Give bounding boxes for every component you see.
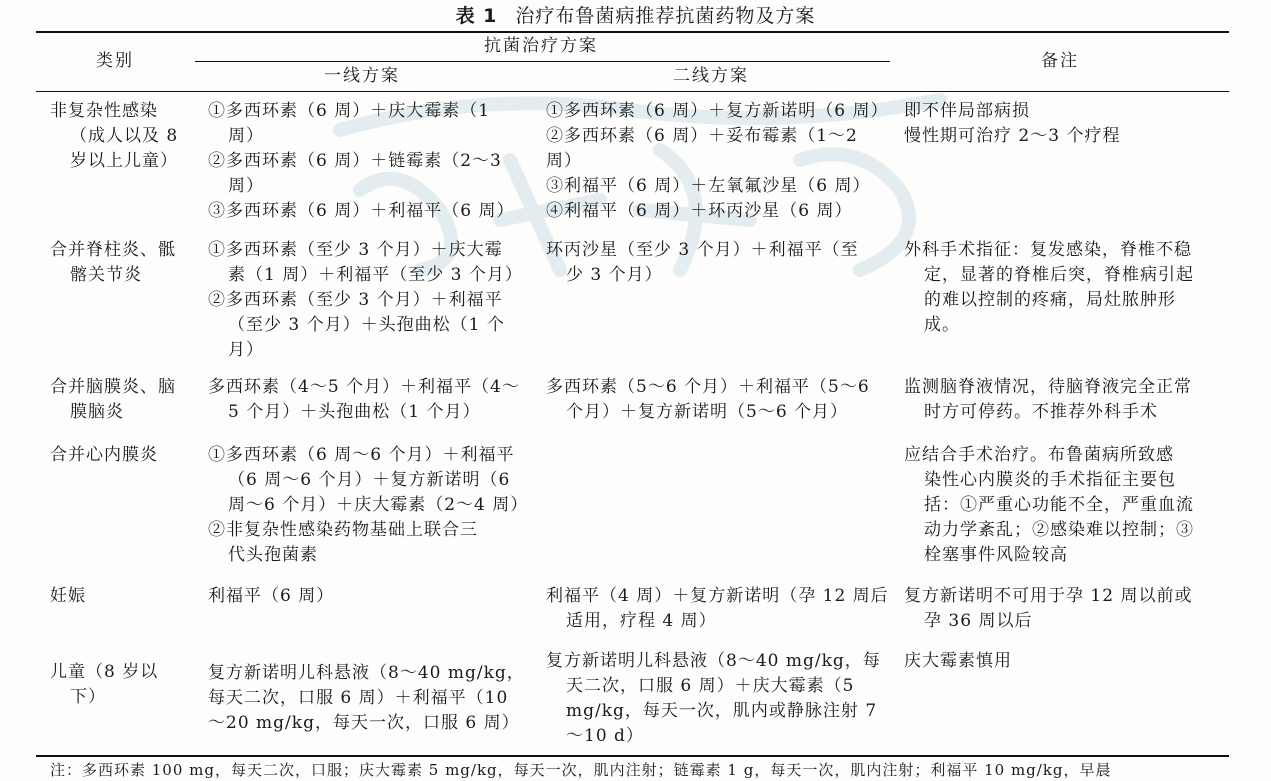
row4-category: 合并心内膜炎 <box>50 445 158 465</box>
row5-second-line: 利福平（4 周）＋复方新诺明（孕 12 周后 适用，疗程 4 周） <box>546 586 889 631</box>
row2-notes: 外科手术指征：复发感染，脊椎不稳 定，显著的脊椎后突，脊椎病引起 的难以控制的疼痛，局灶脓肿形 成。 <box>904 240 1194 335</box>
row5-first-line: 利福平（6 周） <box>208 586 335 606</box>
row6-category: 儿童（8 岁以 下） <box>50 662 159 707</box>
row1-notes: 即不伴局部病损 慢性期可治疗 2～3 个疗程 <box>904 101 1121 146</box>
header-sub-rule <box>195 61 890 62</box>
header-category: 类别 <box>96 51 134 71</box>
footnote: 注：多西环素 100 mg，每天二次，口服；庆大霉素 5 mg/kg，每天一次，肌内注射；链霉素 1 g，每天一次，肌内注射；利福平 10 mg/kg，早晨 <box>50 761 1112 779</box>
header-bottom-rule <box>36 91 1229 92</box>
row3-first-line: 多西环素（4～5 个月）＋利福平（4～ 5 个月）＋头孢曲松（1 个月） <box>208 377 520 422</box>
header-notes: 备注 <box>1041 51 1079 71</box>
header-second-line: 二线方案 <box>673 66 749 86</box>
row3-second-line: 多西环素（5～6 个月）＋利福平（5～6 个月）＋复方新诺明（5～6 个月） <box>546 377 870 422</box>
table-number: 表 1 <box>455 5 498 27</box>
row4-first-line: ①多西环素（6 周～6 个月）＋利福平 （6 周～6 个月）＋复方新诺明（6 周～6 个月）＋庆大霉素（2～4 周） ②非复杂性感染药物基础上联合三 代头孢菌素 <box>208 445 529 565</box>
row6-notes: 庆大霉素慎用 <box>904 651 1012 671</box>
header-first-line: 一线方案 <box>324 66 400 86</box>
row6-first-line: 复方新诺明儿科悬液（8～40 mg/kg， 每天二次，口服 6 周）＋利福平（10 ～20 mg/kg，每天一次，口服 6 周） <box>208 663 525 733</box>
row2-first-line: ①多西环素（至少 3 个月）＋庆大霉 素（1 周）＋利福平（至少 3 个月） ②多西环素（至少 3 个月）＋利福平 （至少 3 个月）＋头孢曲松（1 个 月） <box>208 240 523 360</box>
row6-second-line: 复方新诺明儿科悬液（8～40 mg/kg，每 天二次，口服 6 周）＋庆大霉素（5 mg/kg，每天一次，肌内或静脉注射 7 ～10 d） <box>546 651 881 746</box>
row3-category: 合并脑膜炎、脑 膜脑炎 <box>50 377 176 422</box>
row3-notes: 监测脑脊液情况，待脑脊液完全正常 时方可停药。不推荐外科手术 <box>904 377 1192 422</box>
row4-notes: 应结合手术治疗。布鲁菌病所致感 染性心内膜炎的手术指征主要包 括：①严重心功能不全，严重血流 动力学紊乱；②感染难以控制；③ 栓塞事件风险较高 <box>904 445 1194 565</box>
row2-category: 合并脊柱炎、骶 髂关节炎 <box>50 240 176 285</box>
header-plan: 抗菌治疗方案 <box>484 36 598 56</box>
row1-first-line: ①多西环素（6 周）＋庆大霉素（1 周） ②多西环素（6 周）＋链霉素（2～3 周） ③多西环素（6 周）＋利福平（6 周） <box>208 101 515 221</box>
row2-second-line: 环丙沙星（至少 3 个月）＋利福平（至 少 3 个月） <box>546 240 859 285</box>
table-title-text: 治疗布鲁菌病推荐抗菌药物及方案 <box>515 5 816 27</box>
top-rule <box>36 31 1229 33</box>
row5-notes: 复方新诺明不可用于孕 12 周以前或 孕 36 周以后 <box>904 586 1193 631</box>
table-title <box>0 2 1271 30</box>
row1-second-line: ①多西环素（6 周）＋复方新诺明（6 周） ②多西环素（6 周）＋妥布霉素（1～2 周） ③利福平（6 周）＋左氧氟沙星（6 周） ④利福平（6 周）＋环丙沙星（6 周） <box>546 101 889 221</box>
row5-category: 妊娠 <box>50 586 86 606</box>
row1-category: 非复杂性感染 （成人以及 8 岁以上儿童） <box>50 101 179 171</box>
bottom-rule <box>36 755 1229 757</box>
